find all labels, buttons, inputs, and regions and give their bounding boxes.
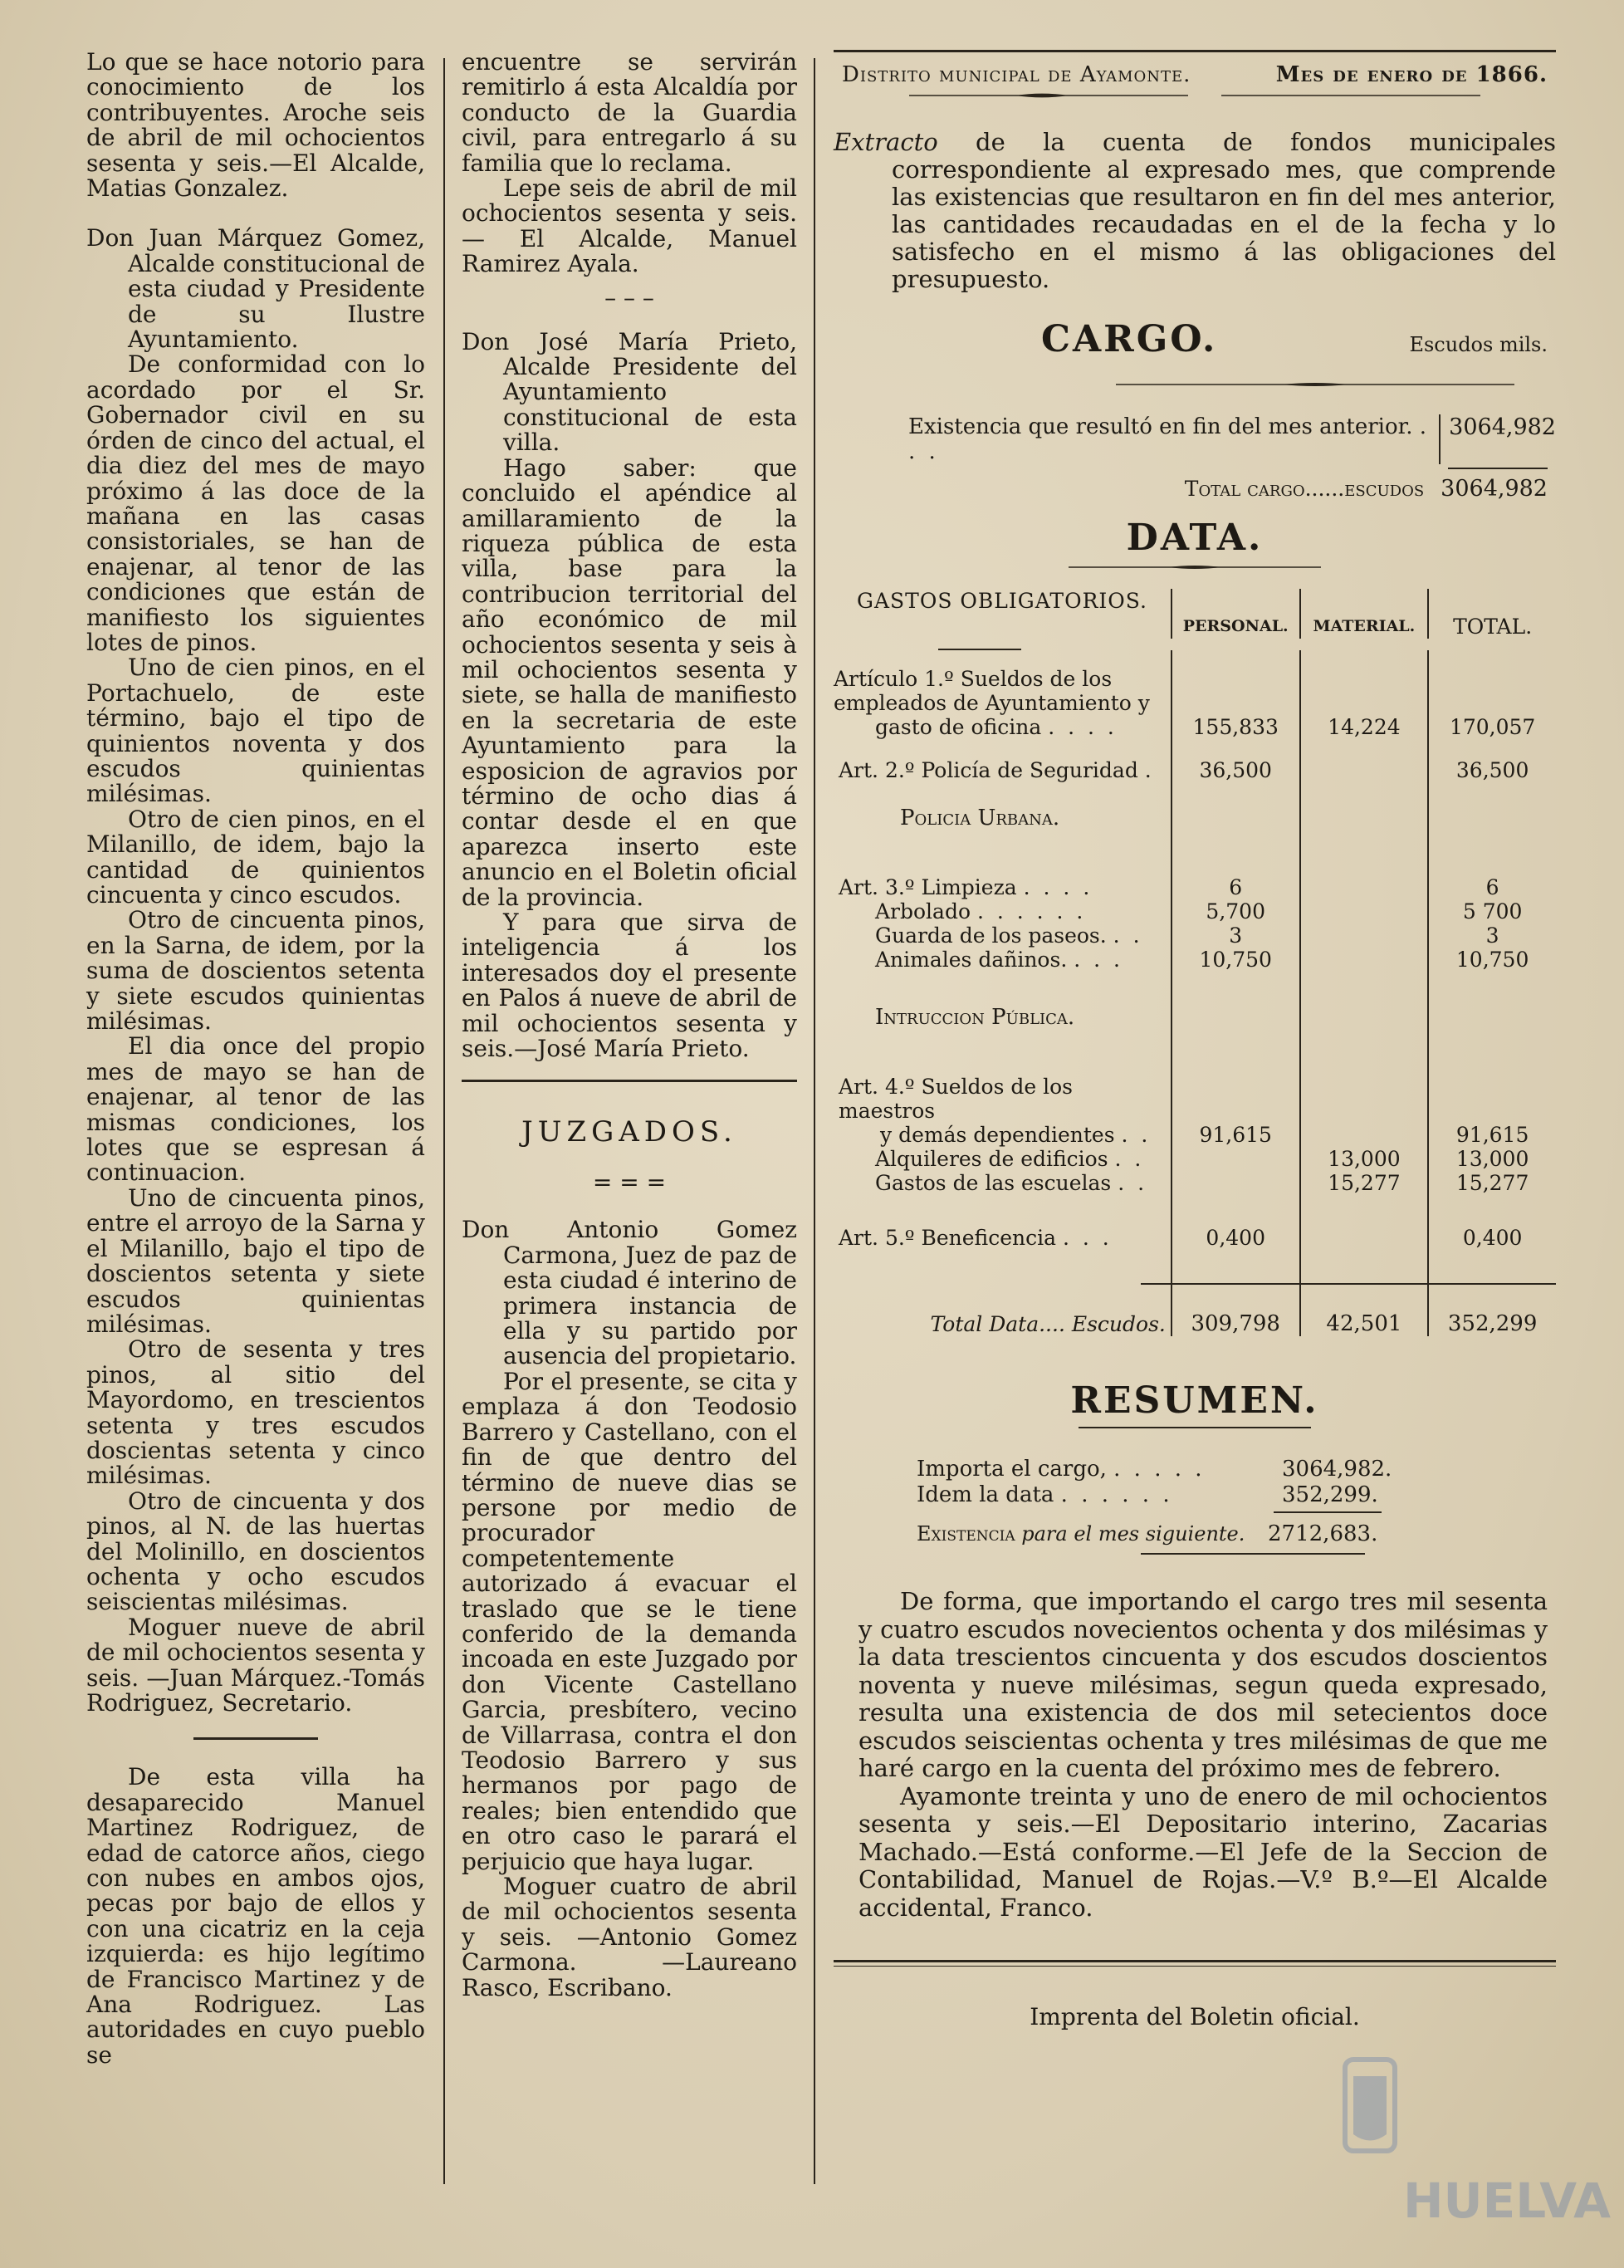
row-2-material (1300, 739, 1429, 782)
lot-portachuelo: Uno de cien pinos, en el Portachuelo, de este término, bajo el tipo de quinientos noventa y dos escudos quinientas milésimas. (86, 654, 425, 808)
header-total: TOTAL. (1428, 589, 1556, 639)
resumen-cargo-value: 3064,982. (1282, 1457, 1392, 1482)
moguer-signature: Moguer nueve de abril de mil ochocientos sesenta y seis. —Juan Márquez.-Tomás Rodriguez, Secretario. (86, 1613, 425, 1717)
palos-signature: Y para que sirva de inteligencia á los interesados doy el presente en Palos á nueve de abril de mil ochocientos sesenta y seis.—José María Prieto. (462, 909, 797, 1063)
data-ornament (1037, 564, 1353, 571)
cargo-title: CARGO. (1041, 318, 1218, 360)
missing-person-cont: encuentre se servirán remitirlo á esta Alcaldía por conducto de la Guardia civil, para entregarlo á su familia que lo reclama. (462, 48, 797, 177)
amillaramiento-notice: Hago saber: que concluido el apéndice al amillaramiento de la riqueza pública de esta villa, base para la contribucion territorial del año económico de mil ochocientos sesenta y seis à mil ochocientos sesenta y siete, se halla de manifiesto en la secretaria de este Ayuntamiento para la esposicion de agravios por término de ocho dias á contar desde el en que aparezca inserto este anuncio en el Boletin oficial de la provincia. (462, 453, 797, 911)
juzgados-heading: JUZGADOS. (521, 1115, 737, 1149)
month-label: Mes de enero de 1866. (1275, 62, 1548, 87)
row-1-personal: 155,833 (1172, 650, 1300, 739)
palos-alcalde-title: Don José María Prieto, Alcalde Presidente del Ayuntamiento constitucional de esta villa. (462, 327, 797, 457)
double-dash: = = = (592, 1168, 667, 1197)
header-personal: PERSONAL. (1172, 589, 1300, 639)
archive-stamp-logo (1304, 2043, 1612, 2242)
row-7-label-line1: Art. 4.º Sueldos de los maestros (839, 1075, 1073, 1123)
resumen-cargo-label: Importa el cargo, (917, 1457, 1107, 1482)
cargo-header (834, 318, 1556, 376)
header-material: MATERIAL. (1300, 589, 1429, 639)
instruccion-heading: Intruccion Pública. (875, 1005, 1075, 1030)
second-sale-intro: El dia once del propio mes de mayo se han de enajenar, al tenor de las mismas condiciones, los lotes que se espresan á continuacion. (86, 1032, 425, 1187)
cargo-total-value: 3064,982 (1441, 476, 1548, 502)
lot-arroyo-sarna: Uno de cincuenta pinos, entre el arroyo de la Sarna y el Milanillo, bajo el tipo de doscientos setenta y siete escudos quinientas milésimas. (86, 1183, 425, 1338)
existencia-label-b: para el mes siguiente. (1021, 1522, 1245, 1545)
row-10-label: Art. 5.º Beneficencia . . . (839, 1226, 1113, 1250)
row-1-label-line2: gasto de oficina (875, 715, 1042, 739)
resumen-data-value: 352,299. (1282, 1482, 1378, 1507)
cargo-total-label: Total cargo......escudos (1184, 477, 1425, 501)
extract-text: de la cuenta de fondos municipales correspondiente al expresado mes, que comprende las existencias que resultaron en fin del mes anterior, las cantidades recaudadas en el de la fecha y lo satisfecho en el mismo á las obligaciones del presupuesto. (892, 128, 1557, 293)
row-9-personal (1172, 1171, 1300, 1195)
row-2-label: Art. 2.º Policía de Seguridad . (839, 758, 1152, 782)
row-4-label: Arbolado . . . . . . (875, 899, 1087, 923)
district-header (834, 62, 1556, 87)
column-3 (834, 50, 1556, 2030)
total-material: 42,501 (1300, 1285, 1429, 1336)
row-5-material (1300, 923, 1429, 948)
row-10-total: 0,400 (1428, 1195, 1556, 1250)
row-3-total: 6 (1428, 875, 1556, 899)
row-4-label-text: Arbolado (875, 899, 971, 923)
conclusion-paragraph: De forma, que importando el cargo tres mil sesenta y cuatro escudos novecientos ochenta y dos milésimas y la data trescientos cincuenta y dos escudos doscientos noventa y nueve milésimas, segun queda expresado, resulta una existencia de dos mil setecientos doce escudos seiscientas ochenta y tres milésimas de que me haré cargo en la cuenta del próximo mes de febrero. (858, 1587, 1548, 1782)
row-6-material (1300, 948, 1429, 972)
row-5-label: Guarda de los paseos. . . (875, 923, 1143, 948)
juez-title: Don Antonio Gomez Carmona, Juez de paz de esta ciudad é interino de primera instancia de ella y su partido por ausencia del propietario. (462, 1216, 797, 1370)
divider (193, 1737, 318, 1740)
extract-paragraph (834, 129, 1556, 293)
gastos-heading: GASTOS OBLIGATORIOS. (857, 589, 1147, 613)
resumen-data-label: Idem la data (917, 1482, 1054, 1507)
row-9-total: 15,277 (1428, 1171, 1556, 1195)
total-data-label: Total Data.... Escudos. (930, 1312, 1166, 1336)
cargo-line-value: 3064,982 (1439, 414, 1556, 464)
row-6-personal: 10,750 (1172, 948, 1300, 972)
extract-lead: Extracto (834, 128, 938, 156)
district-name: Distrito municipal de Ayamonte. (842, 62, 1191, 87)
moguer-alcalde-title: Don Juan Márquez Gomez, Alcalde constitucional de esta ciudad y Presidente de su Ilustre Ayuntamiento. (86, 224, 425, 354)
row-2-label-text: Art. 2.º Policía de Seguridad (839, 758, 1138, 782)
row-7-label-line2: y demás dependientes (880, 1123, 1115, 1147)
top-rule (834, 50, 1556, 52)
row-3-personal: 6 (1172, 875, 1300, 899)
row-3-material (1300, 875, 1429, 899)
row-10-personal: 0,400 (1172, 1195, 1300, 1250)
row-9-label-text: Gastos de las escuelas (875, 1171, 1112, 1195)
cargo-line-label: Existencia que resultó en fin del mes anterior. (908, 414, 1413, 439)
archive-stamp-text: HUELVA (1403, 2172, 1612, 2229)
row-10-material (1300, 1195, 1429, 1250)
moguer-juzgado-signature: Moguer cuatro de abril de mil ochocientos sesenta y seis. —Antonio Gomez Carmona. —Laureano Rasco, Escribano. (462, 1873, 797, 2001)
imprenta-label: Imprenta del Boletin oficial. (1030, 2003, 1360, 2030)
row-7-material (1300, 1075, 1429, 1147)
cargo-unit: Escudos mils. (1409, 333, 1548, 356)
lot-milanillo: Otro de cien pinos, en el Milanillo, de idem, bajo la cantidad de quinientos cincuenta y cinco escudos. (86, 805, 425, 909)
column-1 (86, 50, 425, 2068)
aroche-notice: Lo que se hace notorio para conocimiento de los contribuyentes. Aroche seis de abril de mil ochocientos sesenta y seis.—El Alcalde, Matias Gonzalez. (86, 48, 425, 203)
existencia-line (834, 1521, 1556, 1546)
row-4-material (1300, 899, 1429, 923)
policia-heading: Policia Urbana. (900, 806, 1060, 830)
total-total: 352,299 (1428, 1285, 1556, 1336)
row-3-label: Art. 3.º Limpieza . . . . (839, 875, 1093, 899)
row-4-total: 5 700 (1428, 899, 1556, 923)
cargo-total (834, 476, 1556, 502)
short-divider: – – – (604, 283, 654, 311)
column-divider-2 (814, 58, 815, 2184)
row-5-label-text: Guarda de los paseos. (875, 923, 1107, 948)
pine-sale-intro: De conformidad con lo acordado por el Sr. Gobernador civil en su órden de cinco del actual, el dia diez del mes de mayo próximo á las doce de la mañana en las casas consistoriales, se han de enajenar, al tenor de las condiciones que están de manifiesto los siguientes lotes de pinos. (86, 350, 425, 656)
row-6-label: Animales dañinos. . . . (875, 948, 1123, 972)
cargo-ornament (1066, 381, 1564, 388)
lepe-signature: Lepe seis de abril de mil ochocientos sesenta y seis.— El Alcalde, Manuel Ramirez Ayala. (462, 174, 797, 278)
row-2-total: 36,500 (1428, 739, 1556, 782)
total-personal: 309,798 (1172, 1285, 1300, 1336)
row-8-total: 13,000 (1428, 1147, 1556, 1171)
existencia-value: 2712,683. (1268, 1521, 1378, 1546)
row-8-personal (1172, 1147, 1300, 1171)
resumen-title: RESUMEN. (1070, 1379, 1319, 1422)
data-title: DATA. (1126, 517, 1264, 559)
ayamonte-signoff: Ayamonte treinta y uno de enero de mil ochocientos sesenta y seis.—El Depositario interino, Zacarias Machado.—Está conforme.—El Jefe de la Seccion de Contabilidad, Manuel de Rojas.—V.º B.º—El Alcalde accidental, Franco. (858, 1781, 1548, 1922)
resumen-lines: Importa el cargo, . . . . . 3064,982. Idem la data . . . . . . 352,299. (917, 1457, 1392, 1507)
row-4-personal: 5,700 (1172, 899, 1300, 923)
row-6-total: 10,750 (1428, 948, 1556, 972)
cargo-line: Existencia que resultó en fin del mes anterior. . . . 3064,982 (908, 414, 1556, 464)
row-9-label: Gastos de las escuelas . . (875, 1171, 1148, 1195)
missing-person-notice: De esta villa ha desaparecido Manuel Martinez Rodriguez, de edad de catorce años, ciego con nubes en ambos ojos, pecas por bajo de ellos y con una cicatriz en la ceja izquierda: es hijo legítimo de Francisco Martinez y de Ana Rodriguez. Las autoridades en cuyo pueblo se (86, 1763, 425, 2069)
lot-sarna: Otro de cincuenta pinos, en la Sarna, de idem, por la suma de doscientos setenta y siete escudos quinientas milésimas. (86, 906, 425, 1036)
column-2 (462, 50, 797, 2001)
row-9-material: 15,277 (1300, 1171, 1429, 1195)
row-8-material: 13,000 (1300, 1147, 1429, 1171)
row-8-label: Alquileres de edificios . . (875, 1147, 1145, 1171)
column-divider-1 (443, 58, 445, 2184)
section-rule (462, 1080, 797, 1082)
row-7-total: 91,615 (1428, 1075, 1556, 1147)
row-5-personal: 3 (1172, 923, 1300, 948)
row-1-material: 14,224 (1300, 650, 1429, 739)
row-1-label-line1: Artículo 1.º Sueldos de los empleados de Ayuntamiento y (834, 667, 1150, 715)
citation-notice: Por el presente, se cita y emplaza á don Teodosio Barrero y Castellano, con el fin de que dentro del término de nueve dias se persone por medio de procurador competentemente autorizado á evacuar el traslado que se le tiene conferido de la demanda incoada en este Juzgado por don Vicente Castellano Garcia, presbítero, vecino de Villarrasa, contra el don Teodosio Barrero y sus hermanos por pago de reales; bien entendido que en otro caso le parará el perjuicio que haya lugar. (462, 1367, 797, 1875)
lot-mayordomo: Otro de sesenta y tres pinos, al sitio del Mayordomo, en trescientos setenta y tres escudos doscientas setenta y cinco milésimas. (86, 1335, 425, 1490)
row-5-total: 3 (1428, 923, 1556, 948)
row-1-total: 170,057 (1428, 650, 1556, 739)
row-2-personal: 36,500 (1172, 739, 1300, 782)
existencia-label-a: Existencia (917, 1522, 1015, 1545)
row-3-label-text: Art. 3.º Limpieza (839, 875, 1017, 899)
data-table (834, 589, 1556, 1336)
lot-molinillo: Otro de cincuenta y dos pinos, al N. de las huertas del Molinillo, en doscientos ochenta y ocho escudos seiscientas milésimas. (86, 1487, 425, 1616)
header-ornament (838, 92, 1552, 99)
row-8-label-text: Alquileres de edificios (875, 1147, 1108, 1171)
row-7-label: Art. 4.º Sueldos de los maestros y demás dependientes . . (839, 1075, 1152, 1147)
row-7-personal: 91,615 (1172, 1075, 1300, 1147)
row-1-label: Artículo 1.º Sueldos de los empleados de Ayuntamiento y gasto de oficina . . . . (834, 667, 1150, 739)
row-10-label-text: Art. 5.º Beneficencia (839, 1226, 1057, 1250)
row-6-label-text: Animales dañinos. (875, 948, 1068, 972)
